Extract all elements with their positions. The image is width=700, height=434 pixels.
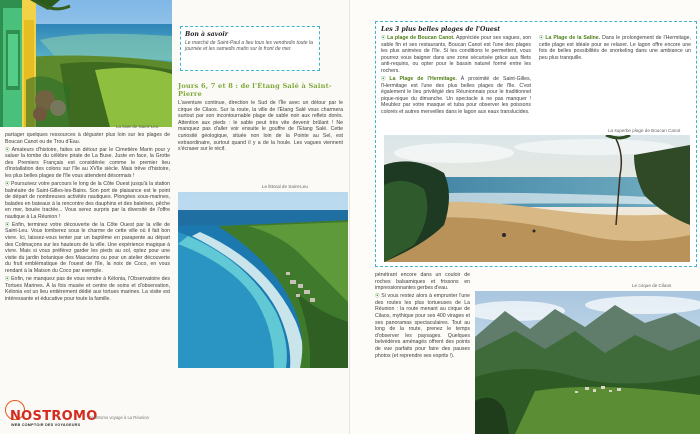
beach-box-col-2 — [539, 35, 691, 63]
info-box-text: Le marché de Saint-Paul a lieu tous les vendredis toute la journée et les samedis matin sur le front de mer. — [185, 40, 313, 53]
boucan-canot-photo — [384, 135, 690, 262]
item1-title: La plage de Boucan Canot. — [387, 35, 455, 41]
beach-box-col-1 — [381, 35, 531, 117]
left-column-text — [5, 132, 170, 304]
section-headline — [178, 82, 343, 98]
saint-leu-coast-photo — [178, 192, 348, 368]
mid-photo-caption: Le littoral de Saint-Leu — [262, 184, 308, 189]
info-box — [180, 26, 320, 71]
left-column-p5: ⦿ Enfin, ne manquez pas de vous rendre à Kélonia, l'Observatoire des Tortues Marines. À la fois musée et centre de soins et d'observation, Kélonia est un lieu entièrement dédié aux tortues marines. La visite est intéressante et éducative pour toute la famille. — [5, 276, 170, 302]
beach-box-title: Les 3 plus belles plages de l'Ouest — [381, 26, 501, 33]
saint-leu-bay-photo — [0, 0, 172, 127]
bottom-left-p2: ⦿ Si vous restez alors à emprunter l'une des routes les plus tortueuses de La Réunion : la route menant au cirque de Cilaos, mythique pour ses 400 virages et ses panoramas spectaculaires. Tout au long de la route, prenez le temps d'observer les paysages. Quelques belvédères aménagés offrent des points de vue parfaits pour faire des pauses photos (et reprendre ses esprits !). — [375, 293, 470, 359]
left-column-p2: ⦿ Amateurs d'histoire, faites un détour par le Cimetière Marin pour y saluer la tombe du célèbre pirate de La Buse. Juste en face, la Grotte des Premiers Français est considérée comme le premier lieu d'installation des colons sur l'île au XVIIe siècle. Mais trêve d'histoire, les plus belles plages de l'île vous attendent désormais ! — [5, 147, 170, 180]
logo-tagline: WEB COMPTOIR DES VOYAGEURS — [11, 423, 81, 427]
cilaos-image — [475, 291, 700, 434]
boucan-canot-image — [384, 135, 690, 262]
headline-text: Jours 6, 7 et 8 : de l'Étang Salé à Saint-Pierre — [178, 82, 332, 98]
top-photo-caption: La baie de Saint-Leu — [116, 124, 159, 129]
saint-leu-coast-image — [178, 192, 348, 368]
saint-leu-bay-image — [0, 0, 172, 127]
item2-title: La Plage de l'Hermitage. — [389, 75, 457, 82]
nostromo-logo — [4, 399, 98, 431]
right-column-paragraph: L'aventure continue, direction le Sud de l'Île avec un détour par le cirque de Cilaos. Sur la route, la ville de l'Étang Salé vous charmera surtout par son incontournable plage de sable noir aux reflets dorés. Attention aux pieds : le sable peut très vite devenir brûlant ! Ne manquez pas d'aller voir ensuite le gouffre de l'Etang Salé. Cette curiosité géologique, située non loin de la Pointe au Sel, est extraordinaire, surtout quand il y a de la houle. Les vagues viennent s'écraser sur le récif. — [178, 100, 343, 153]
item3-text: Dans le prolongement de l'Hermitage, cette plage est idéale pour se relaxer. Le lagon offre encore une fois de belles possibilités de snorkeling dans une ambiance un peu plus tranquille. — [539, 35, 692, 61]
item2-text: À proximité de Saint-Gilles, l'Hermitage est l'une des plus belles plages de l'île. C'est également le lieu privilégié des Réunionnais pour le traditionnel pique-nique du dimanche. Un spectacle à ne pas manquer ! Meublez par votre masque et tuba pour observer les poissons colorés et autres merveilles dans le lagon aux eaux translucides. — [381, 75, 531, 115]
right-page — [350, 0, 700, 434]
logo-name: NOSTROMO — [10, 409, 98, 424]
cilaos-photo — [475, 291, 700, 434]
beach-box — [375, 21, 697, 267]
left-column-p1: partager quelques ressources à déguster plus loin sur les plages de Boucan Canot ou de Trou d'Eau. — [5, 132, 170, 145]
right-column-text — [178, 100, 343, 154]
bottom-left-p1: pénétrant encore dans un couloir de roches balsamiques et frissons en impressionnantes gerbes d'eau. — [375, 272, 470, 292]
item1-text: Appréciée pour ses vagues, son sable fin et ses restaurants, Boucan Canot est l'une des plages les plus animées de l'île. Si les conditions le permettent, vous pourrez vous baigner dans une zone sécurisée grâce aux filets anti-requins, ou opter pour le bassin naturel formé entre les rochers. — [381, 35, 531, 74]
item3-title: La Plage de la Saline. — [545, 35, 601, 41]
info-box-title: Bon à savoir — [185, 31, 228, 38]
photo-credit: Nostromo voyage à La Réunion — [90, 415, 149, 420]
mountain-caption: Le cirque de Cilaos — [632, 283, 672, 288]
beach-photo-caption: La superbe plage de Boucan Canot — [608, 128, 681, 133]
left-column-p4: ⦿ Enfin, terminez votre découverte de la Côte Ouest par la ville de Saint-Leu. Vous tomberez sous le charme de cette ville où il fait bon vivre. Ici, laissez-vous tenter par un baptême en parapente au départ des Colimaçons sur les hauteurs de la ville. Une expérience magique à vivre. Mais si vous préférez garder les pieds au sol, optez pour une visite du jardin botanique des Mascarins ou pour un atelier découverte du fruit emblématique de l'ouest de l'île, la noix de Coco, en vous rendant à la Maison du Coco par exemple. — [5, 222, 170, 275]
bottom-left-text — [375, 272, 470, 361]
left-column-p3: ⦿ Poursuivez votre parcours le long de la Côte Ouest jusqu'à la station balnéaire de Saint-Gilles-les-Bains. Son port de plaisance est le point de départ de nombreuses activités nautiques. Plongées sous-marines, balades en bateaux à la rencontre des dauphins et des baleines, pêche en mer, bouée tractée... Vous serez surpris par la diversité de l'offre nautique à La Réunion ! — [5, 181, 170, 221]
